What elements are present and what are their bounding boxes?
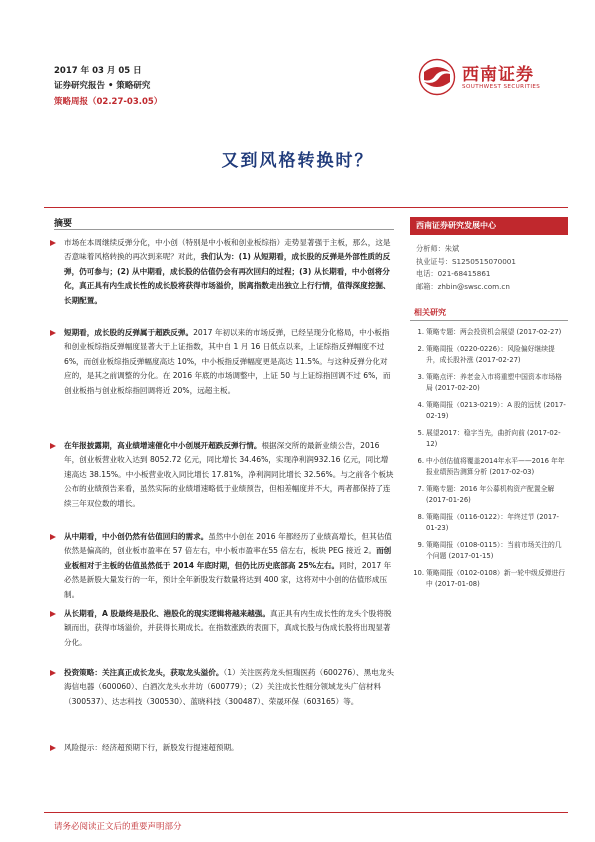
footer-divider <box>44 812 568 813</box>
analyst-phone: 电话：021-68415861 <box>416 269 491 278</box>
list-item[interactable]: 6. 中小创估值将覆盖2014年水平——2016 年年报业绩预告测算分析 (2017-02-03) <box>417 456 565 476</box>
header-weekly: 策略周报（02.27-03.05） <box>54 97 163 107</box>
summary-paragraph-4: 从中期看，中小创仍然有估值回归的需求。虽然中小创在 2016 年都经历了业绩高增长，但其估值依然是偏高的，创业板市盈率在 57 倍左右，中小板市盈率在55 倍左右，板块 PEG 接近 2。而创业板相对于主板的估值虽然低于 2014 年底时期，但仍比历史底部高 25%左右。同时，2017 年必然是新股大量发行的一年，预计全年新股发行数量将达到 400 家，这将对中小创的估值形成压制。 <box>48 530 394 602</box>
brand-logo <box>418 58 568 98</box>
summary-paragraph-5: 从长期看，A 股最终是股化、港股化的现实逻辑将越来越强。真正具有内生成长性的龙头个股将脱颖而出，获得市场溢价，并获得长期成长。在指数涨跌的表面下，真成长股与伪成长股将出现显著分化。 <box>48 607 394 661</box>
summary-body <box>48 236 394 759</box>
summary-paragraph-3: 在年报披露期，高业绩增速催化中小创展开超跌反弹行情。根据深交所的最新业绩公告，2016 年，创业板营业收入达到 8052.72 亿元，同比增长 34.46%，实现净利润932.16 亿元，同比增速高达 38.15%。中小板营业收入同比增长 17.81%，净利润同比增长 32.56%。与之前各个板块公布的业绩预告来看，虽然实际的业绩增速略低于业绩预告，但相差幅度并不大，两者都保持了连续三年双位数的增长。 <box>48 439 394 525</box>
report-title: 又到风格转换时？ <box>221 151 374 171</box>
summary-paragraph-1: 市场在本周继续反弹分化，中小创（特别是中小板和创业板综指）走势显著强于主板，那么，这是否意味着风格转换的再次到来呢？对此，我们认为：(1) 从短期看，成长股的反弹是外部性质的反弹，仍可参与；(2) 从中期看，成长股的估值仍会有再次回归的过程；(3) 从长期看，中小创将分化，真正具有内生成长性的成长股将获得市场溢价，脱离指数走出独立上行行情，值得深度挖掘、长期配置。 <box>48 236 394 320</box>
header-report-type: 证券研究报告 • 策略研究 <box>54 81 151 91</box>
list-item[interactable]: 1. 策略专题：两会投资机会展望 (2017-02-27) <box>417 328 562 336</box>
top-divider <box>44 207 568 208</box>
bullet-arrow-icon <box>50 611 56 617</box>
list-item[interactable]: 9. 策略周报（0108-0115）：当前市场关注的几个问题 (2017-01-15) <box>417 540 562 560</box>
bullet-arrow-icon <box>50 443 56 449</box>
summary-paragraph-risk: 风险提示：经济超预期下行，新股发行提速超预期。 <box>48 741 394 759</box>
analyst-name: 分析师：朱斌 <box>416 244 460 253</box>
logo-english: SOUTHWEST SECURITIES <box>462 84 541 90</box>
bullet-arrow-icon <box>50 534 56 540</box>
list-item[interactable]: 8. 策略周报（0116-0122）：年终过节 (2017-01-23) <box>417 512 559 532</box>
analyst-info <box>410 235 568 293</box>
header-date: 2017 年 03 月 05 日 <box>54 66 142 76</box>
related-research-list <box>410 321 568 591</box>
summary-paragraph-2: 短期看，成长股的反弹属于超跌反弹。2017 年初以来的市场反弹，已经呈现分化格局，中小板指和创业板综指反弹幅度显著大于上证指数，其中自 1 月 16 日低点以来，上证综指反弹幅度不过 6%，而创业板综指反弹幅度高达 10%，中小板指反弹幅度更是高达 11.5%。与这种反弹分化对应的，是其之前调整的分化。在 2016 年底的市场调整中，上证 50 与上证综指回调不过 6%，而创业板指与创业板综指回调将近 20%，远超主板。 <box>48 326 394 434</box>
list-item[interactable]: 2. 策略周报（0220-0226）：风险偏好继续提升，成长股补涨 (2017-02-27) <box>417 344 555 364</box>
list-item[interactable]: 7. 策略专题：2016 年公募机构资产配置全解 (2017-01-26) <box>417 484 555 504</box>
bullet-arrow-icon <box>50 745 56 751</box>
related-research <box>410 305 568 591</box>
bullet-arrow-icon <box>50 670 56 676</box>
research-center-title: 西南证券研究发展中心 <box>410 217 568 235</box>
analyst-license: 执业证号：S1250515070001 <box>416 256 516 266</box>
footer-disclaimer: 请务必阅读正文后的重要声明部分 <box>54 822 182 832</box>
list-item[interactable]: 5. 展望2017：稳字当先，曲折向前 (2017-02-12) <box>417 428 561 448</box>
logo-mark-icon <box>418 58 456 96</box>
list-item[interactable]: 3. 策略点评：养老金入市将重塑中国资本市场格局 (2017-02-20) <box>417 372 562 392</box>
related-research-title: 相关研究 <box>410 305 568 321</box>
summary-divider <box>54 229 394 230</box>
bullet-arrow-icon <box>50 330 56 336</box>
summary-label: 摘要 <box>54 219 73 229</box>
analyst-email[interactable]: 邮箱：zhbin@swsc.com.cn <box>416 281 510 291</box>
summary-paragraph-6: 投资策略：关注真正成长龙头，获取龙头溢价。（1）关注医药龙头恒瑞医药（600276）、黑电龙头海信电器（600060）、白酒次龙头水井坊（600779）；（2）关注成长性细分领域龙头广信材料（300537）、达志科技（300530）、蓝晓科技（300487）、荣晟环保（603165）等。 <box>48 666 394 736</box>
list-item[interactable]: 10. 策略周报（0102-0108）新一轮中级反弹进行中 (2017-01-08) <box>413 568 566 588</box>
sidebar <box>410 217 568 596</box>
bullet-arrow-icon <box>50 240 56 246</box>
list-item[interactable]: 4. 策略周报（0213-0219）：A 股的远忧 (2017-02-19) <box>417 400 566 420</box>
logo-name: 西南证券 <box>462 65 534 85</box>
